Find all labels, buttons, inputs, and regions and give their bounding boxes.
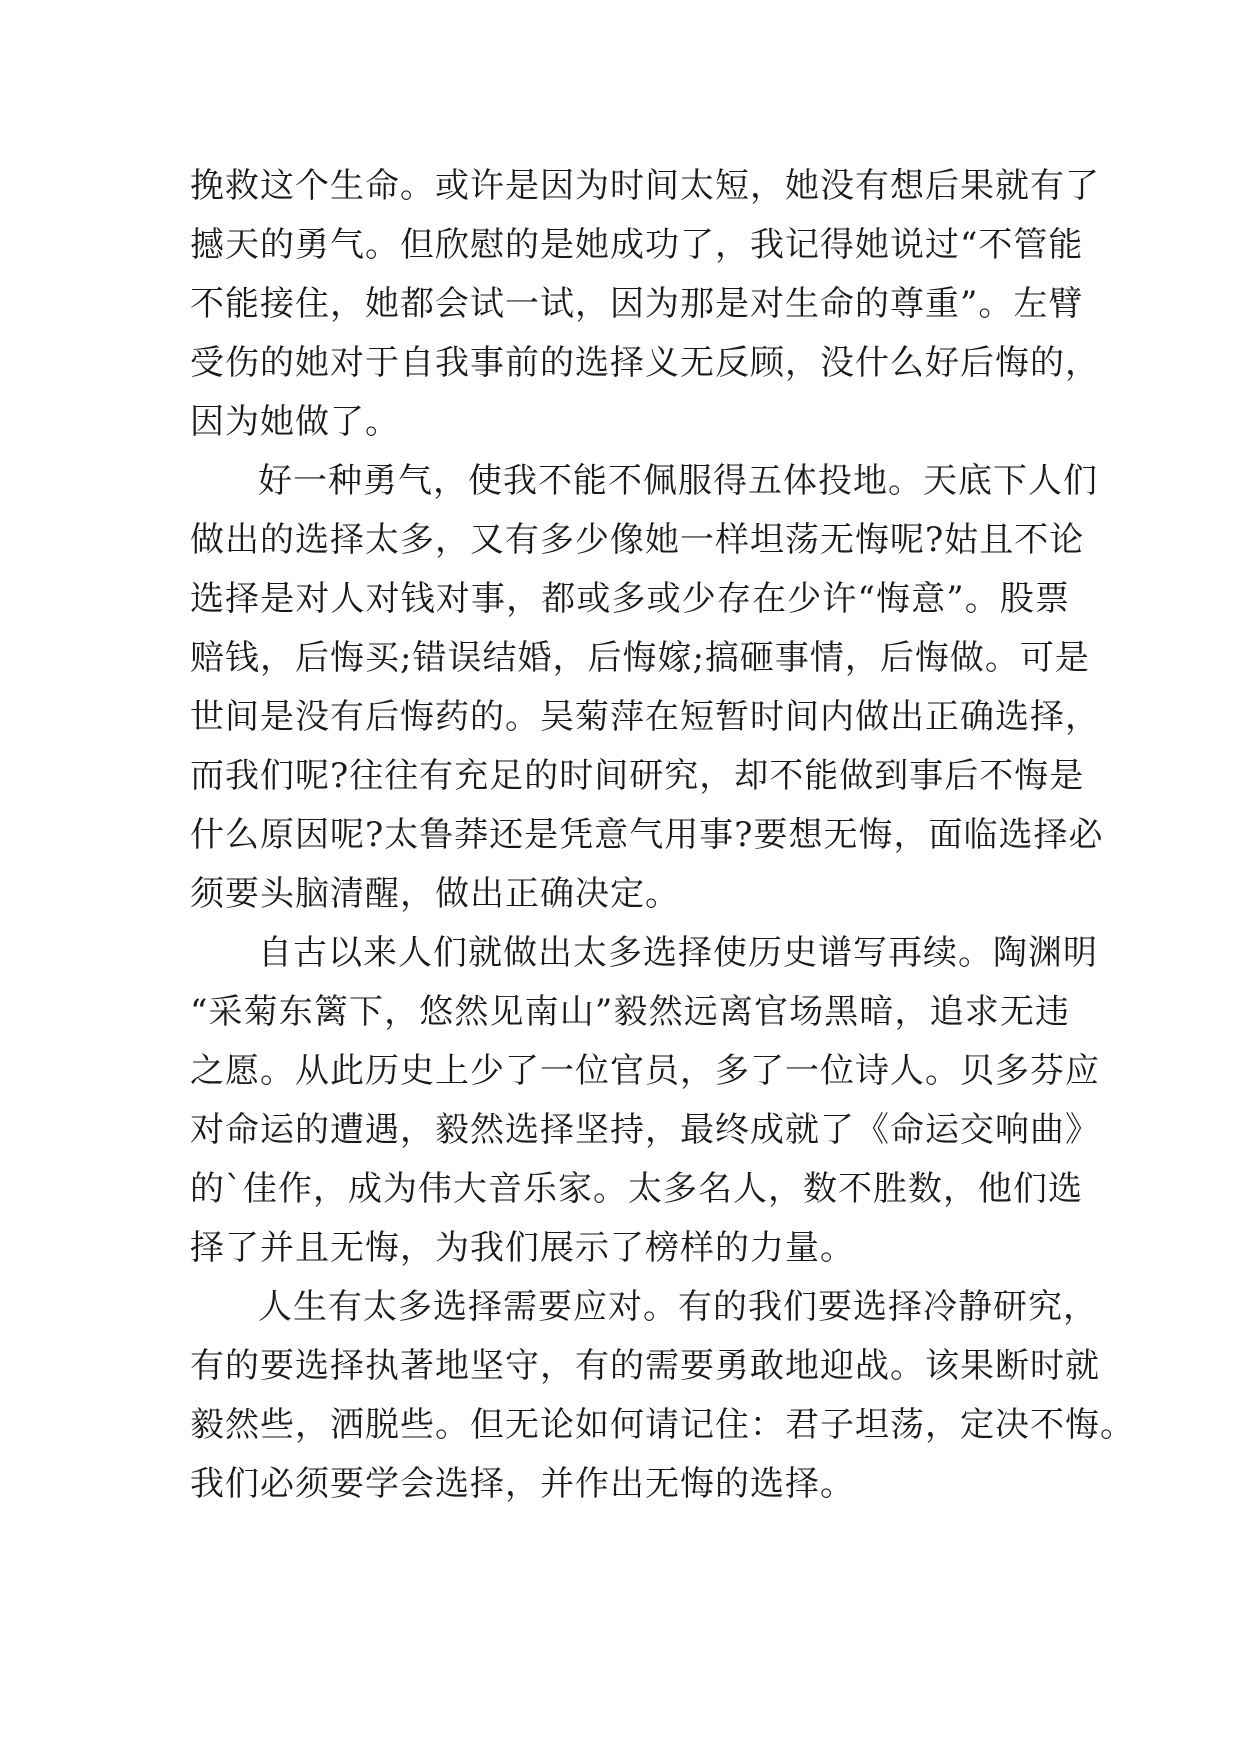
text-line: 之愿。从此历史上少了一位官员，多了一位诗人。贝多芬应 <box>190 1051 1100 1091</box>
text-line: 不能接住，她都会试一试，因为那是对生命的尊重”。左臂 <box>190 284 1084 324</box>
text-line: “采菊东篱下，悠然见南山”毅然远离官场黑暗，追求无违 <box>190 992 1070 1032</box>
text-line: 对命运的遭遇，毅然选择坚持，最终成就了《命运交响曲》 <box>190 1110 1100 1150</box>
text-line: 须要头脑清醒，做出正确决定。 <box>190 874 680 914</box>
text-line: 人生有太多选择需要应对。有的我们要选择冷静研究， <box>258 1287 1098 1327</box>
paragraph <box>190 157 1100 452</box>
text-line: 撼天的勇气。但欣慰的是她成功了，我记得她说过“不管能 <box>190 225 1084 265</box>
text-line: 我们必须要学会选择，并作出无悔的选择。 <box>190 1464 855 1504</box>
paragraph <box>190 1278 1135 1514</box>
text-line: 择了并且无悔，为我们展示了榜样的力量。 <box>190 1228 855 1268</box>
text-line: 自古以来人们就做出太多选择使历史谱写再续。陶渊明 <box>258 933 1098 973</box>
text-line: 有的要选择执著地坚守，有的需要勇敢地迎战。该果断时就 <box>190 1346 1100 1386</box>
text-line: 赔钱，后悔买;错误结婚，后悔嫁;搞砸事情，后悔做。可是 <box>190 638 1090 678</box>
text-line: 选择是对人对钱对事，都或多或少存在少许“悔意”。股票 <box>190 579 1070 619</box>
text-line: 的`佳作，成为伟大音乐家。太多名人，数不胜数，他们选 <box>190 1169 1083 1209</box>
text-line: 世间是没有后悔药的。吴菊萍在短暂时间内做出正确选择， <box>190 697 1100 737</box>
text-line: 做出的选择太多，又有多少像她一样坦荡无悔呢?姑且不论 <box>190 520 1085 560</box>
paragraph <box>190 924 1100 1278</box>
text-line: 因为她做了。 <box>190 402 400 442</box>
text-line: 毅然些，洒脱些。但无论如何请记住：君子坦荡，定决不悔。 <box>190 1405 1135 1445</box>
text-line: 什么原因呢?太鲁莽还是凭意气用事?要想无悔，面临选择必 <box>190 815 1104 855</box>
text-line: 受伤的她对于自我事前的选择义无反顾，没什么好后悔的， <box>190 343 1100 383</box>
text-line: 而我们呢?往往有充足的时间研究，却不能做到事后不悔是 <box>190 756 1085 796</box>
paragraph <box>190 452 1104 924</box>
text-line: 好一种勇气，使我不能不佩服得五体投地。天底下人们 <box>258 461 1098 501</box>
text-line: 挽救这个生命。或许是因为时间太短，她没有想后果就有了 <box>190 166 1100 206</box>
body-text <box>190 157 1135 1514</box>
